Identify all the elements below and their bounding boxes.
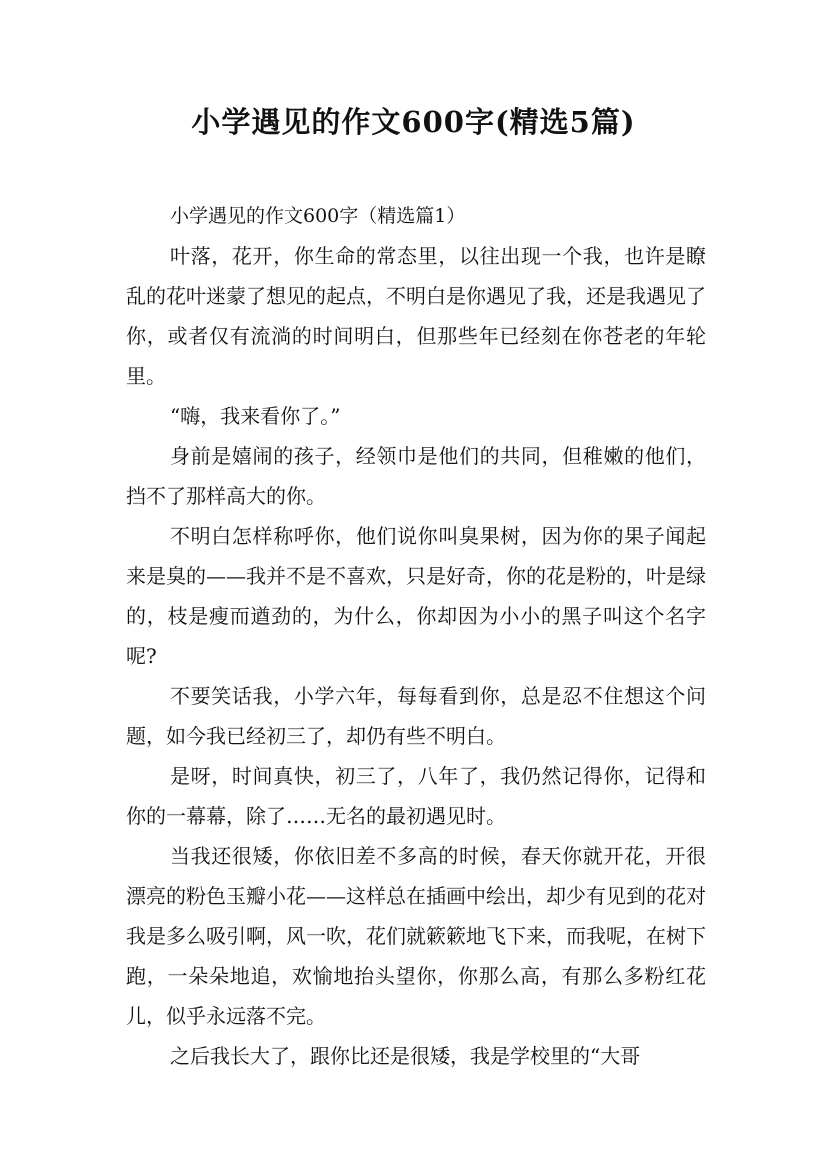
- paragraph: 之后我长大了，跟你比还是很矮，我是学校里的“大哥: [170, 1044, 641, 1068]
- paragraph: 不要笑话我，小学六年，每每看到你，总是忍不住想这个问题，如今我已经初三了，却仍有些不明白。: [126, 684, 706, 748]
- paragraph: 是呀，时间真快，初三了，八年了，我仍然记得你，记得和你的一幕幕，除了……无名的最初遇见时。: [126, 764, 706, 828]
- document-title: 小学遇见的作文600字(精选5篇): [191, 105, 636, 139]
- paragraph: 叶落，花开，你生命的常态里，以往出现一个我，也许是瞭乱的花叶迷蒙了想见的起点，不明白是你遇见了我，还是我遇见了你，或者仅有流淌的时间明白，但那些年已经刻在你苍老的年轮里。: [126, 244, 706, 388]
- document-body: [126, 196, 706, 1076]
- paragraph: 当我还很矮，你依旧差不多高的时候，春天你就开花，开很漂亮的粉色玉瓣小花——这样总在插画中绘出，却少有见到的花对我是多么吸引啊，风一吹，花们就簌簌地飞下来，而我呢，在树下跑，一朵朵地追，欢愉地抬头望你，你那么高，有那么多粉红花儿，似乎永远落不完。: [126, 844, 706, 1028]
- section-heading: 小学遇见的作文600字（精选篇1）: [170, 205, 466, 227]
- paragraph: 身前是嬉闹的孩子，经领巾是他们的共同，但稚嫩的他们，挡不了那样高大的你。: [126, 444, 706, 508]
- paragraph: 不明白怎样称呼你，他们说你叫臭果树，因为你的果子闻起来是臭的——我并不是不喜欢，只是好奇，你的花是粉的，叶是绿的，枝是瘦而遒劲的，为什么，你却因为小小的黑子叫这个名字呢?: [126, 524, 706, 668]
- paragraph: “嗨，我来看你了。”: [170, 404, 341, 428]
